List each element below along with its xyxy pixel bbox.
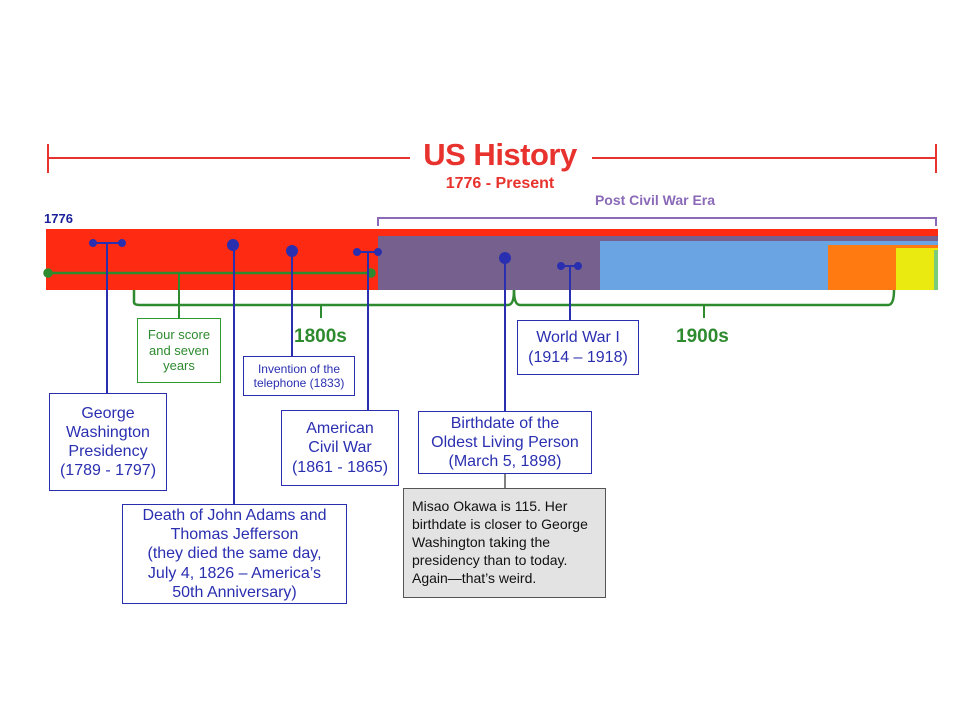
century-label-1800s: 1800s [294, 326, 347, 347]
oldest-box: Birthdate of the Oldest Living Person (March 5, 1898) [418, 411, 592, 474]
washington-box: George Washington Presidency (1789 - 1797) [49, 393, 167, 491]
oldest-note-box: Misao Okawa is 115. Her birthdate is closer to George Washington taking the presidency than to today. Again—that’s weird. [403, 488, 606, 598]
telephone-box: Invention of the telephone (1833) [243, 356, 355, 396]
post-civil-war-bracket [378, 218, 936, 226]
post-civil-war-label: Post Civil War Era [594, 192, 716, 208]
chart-subtitle: 1776 - Present [445, 175, 555, 192]
era-bar-green-sliver [934, 250, 938, 290]
start-year-label: 1776 [44, 211, 73, 226]
era-bar-yellow [896, 248, 938, 290]
four-score-box: Four score and seven years [137, 318, 221, 383]
century-label-1900s: 1900s [676, 326, 729, 347]
chart-title: US History [423, 137, 577, 172]
adams-box: Death of John Adams and Thomas Jefferson (they died the same day, July 4, 1826 – America’s 50th Anniversary) [122, 504, 347, 604]
wwi-box: World War I (1914 – 1918) [517, 320, 639, 375]
civil-war-box: American Civil War (1861 - 1865) [281, 410, 399, 486]
brace-1800s [134, 290, 514, 305]
